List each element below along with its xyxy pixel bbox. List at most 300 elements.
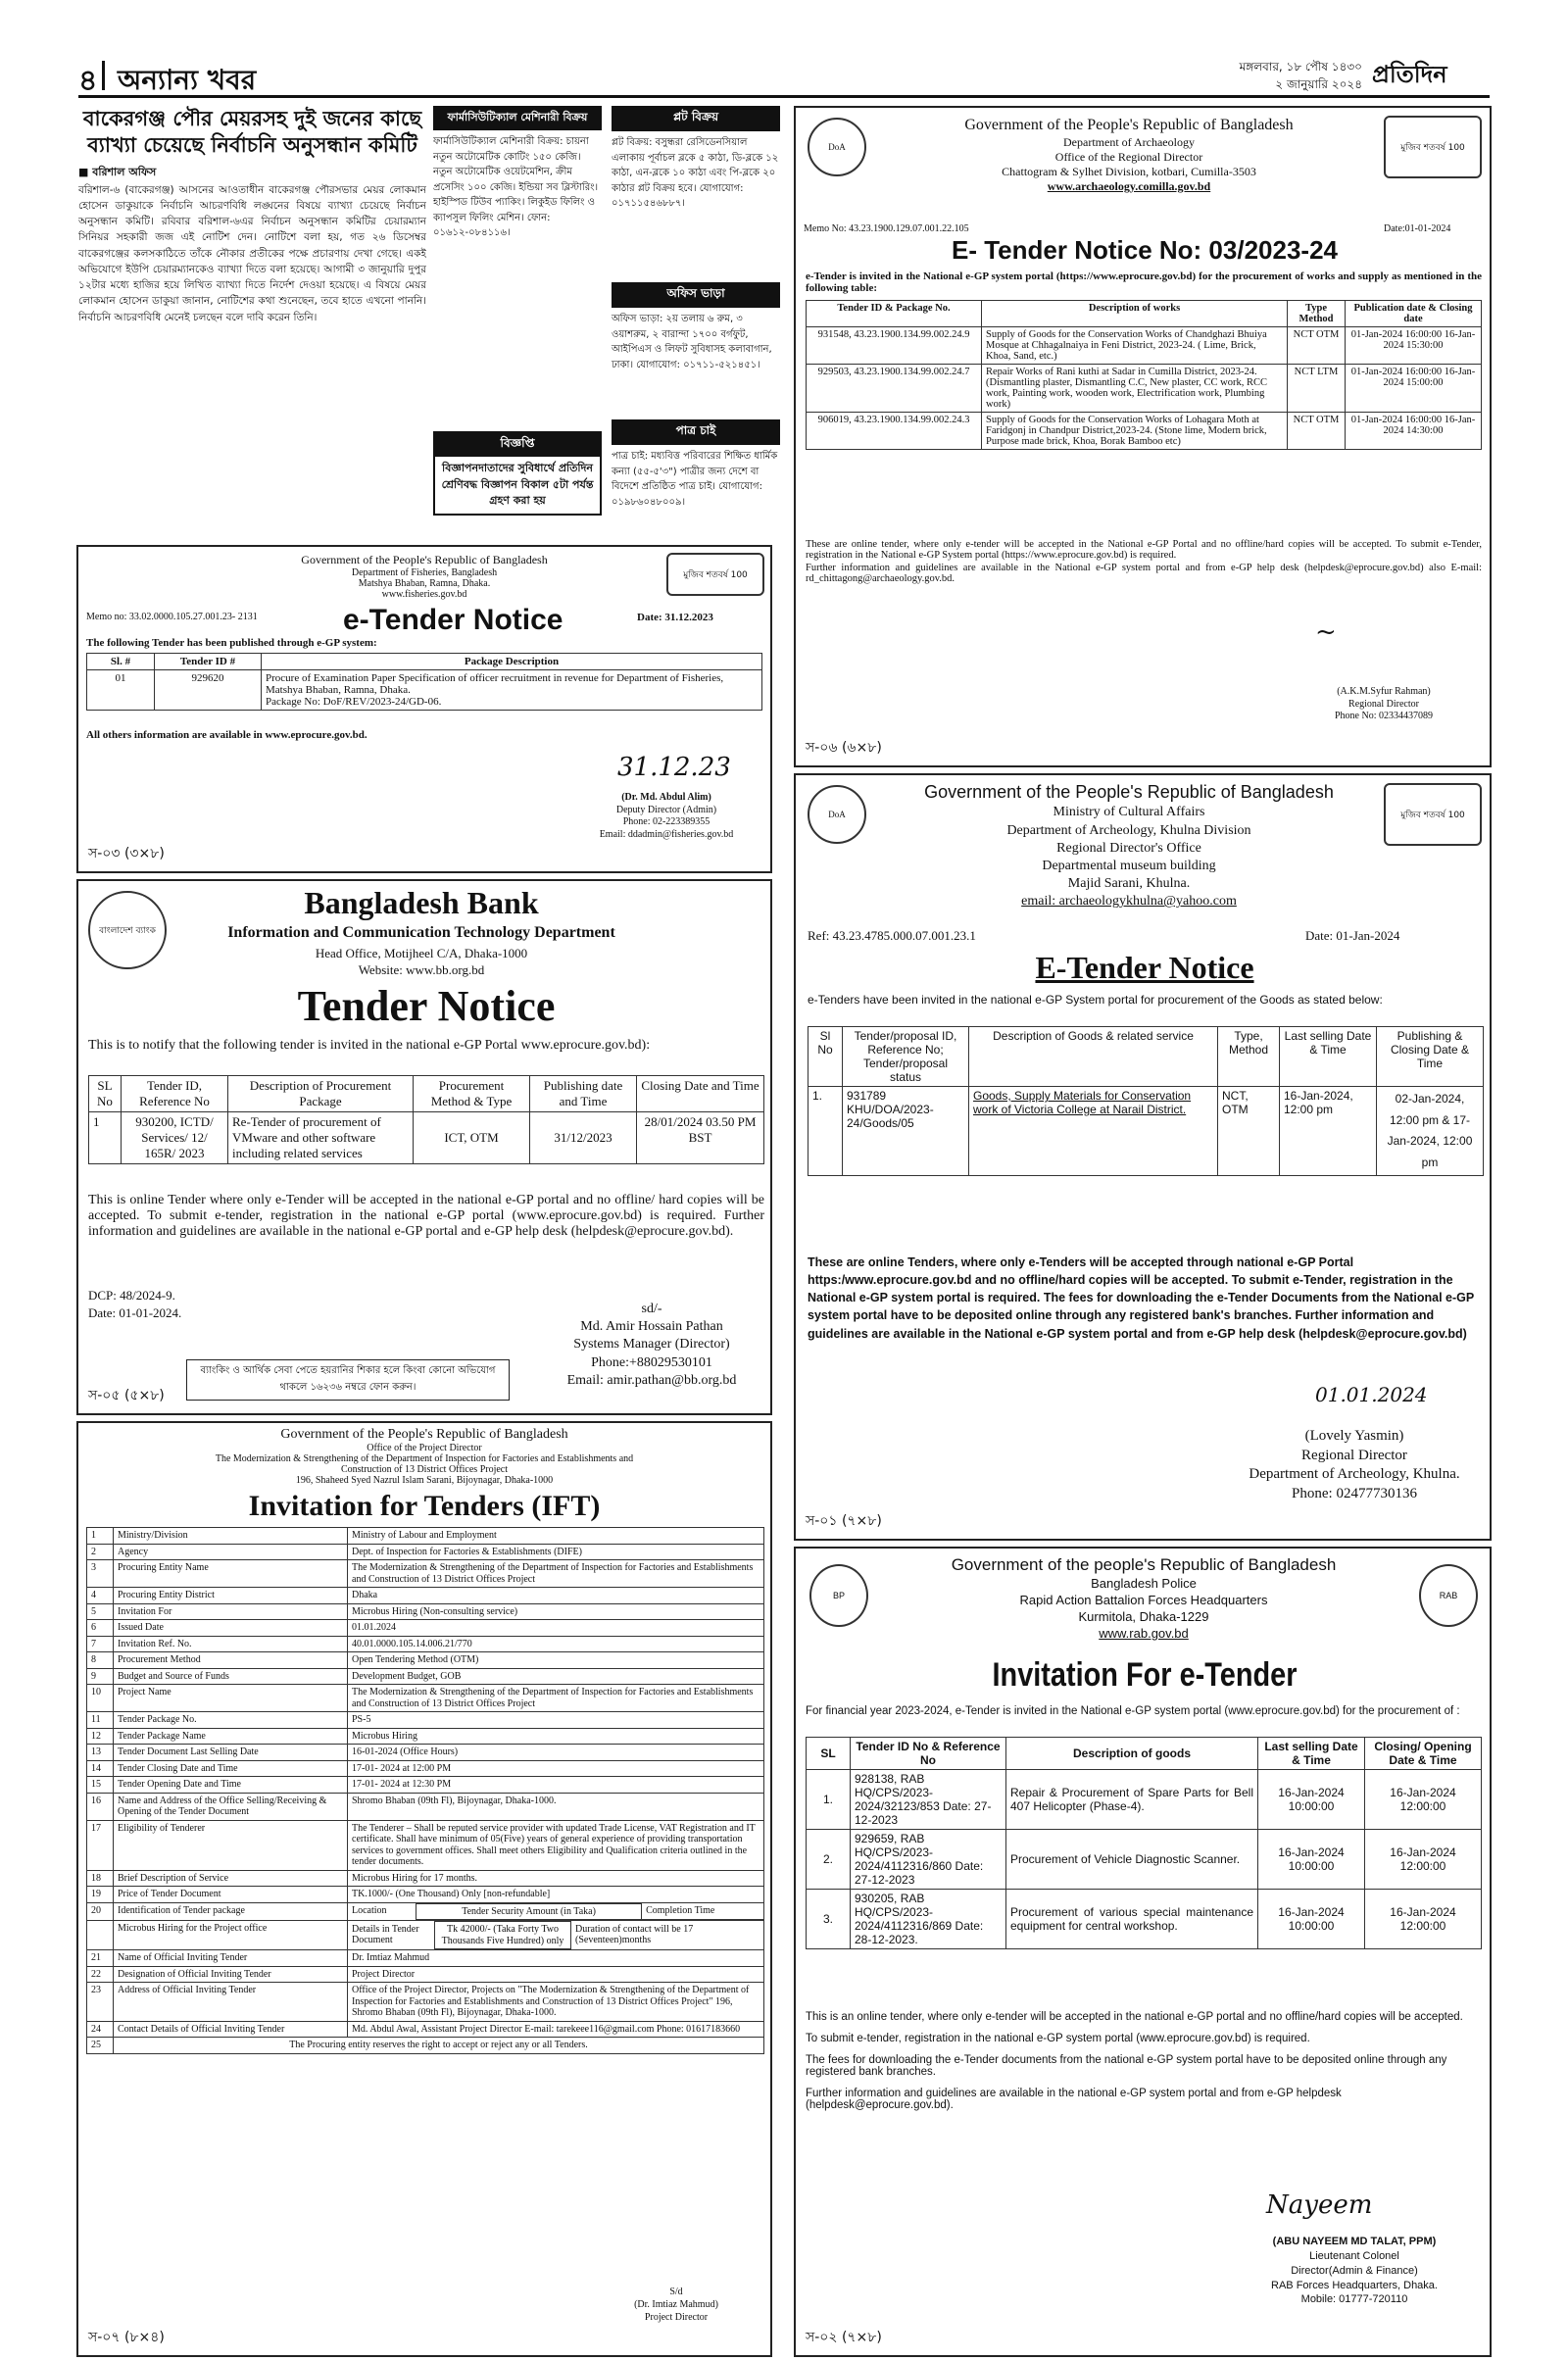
tender-table <box>806 300 1482 450</box>
ad-dept: Department of Fisheries, Bangladesh <box>351 567 498 578</box>
col-header: Closing Date and Time <box>637 1076 764 1112</box>
signer-title: Deputy Director (Admin) <box>615 804 717 815</box>
sd: S/d <box>669 2287 683 2297</box>
ad-title: Tender Notice <box>297 982 556 1030</box>
row-label: Tender Document Last Selling Date <box>114 1745 348 1761</box>
row-value: Shromo Bhaban (09th Fl), Bijoynagar, Dhaka-1000. <box>348 1793 764 1820</box>
tender-table <box>808 1026 1484 1176</box>
col-header: Tender ID, Reference No <box>122 1076 228 1112</box>
ad-hq: Rapid Action Battalion Forces Headquarters <box>1019 1592 1268 1607</box>
signer-name: (Dr. Md. Abdul Alim) <box>621 792 711 803</box>
memo-number: Memo No: 43.23.1900.129.07.001.22.105 <box>804 223 969 234</box>
row-value: 17-01- 2024 at 12:00 PM <box>348 1760 764 1777</box>
row-label: Ministry/Division <box>114 1528 348 1545</box>
package-subtable <box>348 1903 763 1921</box>
cell: 906019, 43.23.1900.134.99.002.24.3 <box>807 413 982 450</box>
table-row <box>808 1087 1484 1176</box>
ad-archaeology-khulna <box>794 773 1492 1541</box>
row-label: Procuring Entity Name <box>114 1560 348 1588</box>
signer-block <box>539 1301 764 1390</box>
ad-website: www.rab.gov.bd <box>1099 1625 1189 1641</box>
row-label: Eligibility of Tenderer <box>114 1820 348 1870</box>
col-header: Package Description <box>262 654 762 670</box>
org-website: Website: www.bb.org.bd <box>358 962 485 977</box>
signature: 31.12.23 <box>617 753 731 782</box>
row-label: Procurement Method <box>114 1652 348 1669</box>
row-no: 14 <box>87 1760 114 1777</box>
row-label: Contact Details of Official Inviting Tender <box>114 2021 348 2038</box>
col-header: Publication date & Closing date <box>1346 301 1482 327</box>
table-row <box>807 1890 1482 1949</box>
signer-title: Regional Director <box>1348 698 1419 710</box>
ad-building: Departmental museum building <box>1042 858 1216 873</box>
ad-header <box>874 116 1384 194</box>
news-article <box>78 106 426 539</box>
ad-paragraph: These are online tender, where only e-tender will be accepted in the National e-GP Portal and no offline/hard copies will be accepted. To submit e-Tender, registration in the National e-GP System portal (https://www.eprocure.gov.bd) is required. <box>806 539 1482 561</box>
header-divider <box>102 61 105 90</box>
table-row <box>87 1685 764 1712</box>
row-label: Price of Tender Document <box>114 1887 348 1903</box>
cell: 16-Jan-2024 12:00:00 <box>1365 1890 1482 1949</box>
signer-name: (Lovely Yasmin) <box>1304 1428 1404 1444</box>
cell: 01 <box>87 670 155 711</box>
row-value: The Modernization & Strengthening of the Department of Inspection for Factories and Establishments and Construction of 13 District Offices Project <box>348 1685 764 1712</box>
mujib-logo: মুজিব শতবর্ষ 100 <box>1384 783 1482 846</box>
cell: 930200, ICTD/ Services/ 12/ 165R/ 2023 <box>122 1112 228 1164</box>
section-title: অন্যান্য খবর <box>118 64 257 96</box>
ad-code: স-০৫ (৫×৮) <box>88 1388 165 1403</box>
ad-gov-line: Government of the People's Republic of Bangladesh <box>280 1427 568 1442</box>
ad-title: E- Tender Notice No: 03/2023-24 <box>952 235 1338 265</box>
signer-block <box>1227 1427 1482 1503</box>
table-row <box>807 1830 1482 1890</box>
row-value: Office of the Project Director, Projects on "The Modernization & Strengthening of the Department of Inspection for Factories and Establishments and Construction of 13 District Offices Project" 196, Shromo Bhaban (09th Fl), Bijoynagar, Dhaka-1000. <box>348 1983 764 2022</box>
archaeology-logo: DoA <box>808 118 866 176</box>
ad-fisheries-tender <box>76 545 772 873</box>
row-no: 15 <box>87 1777 114 1794</box>
sub-header: Location <box>352 1905 387 1916</box>
cell: 16-Jan-2024 10:00:00 <box>1258 1770 1365 1830</box>
signer-title: Systems Manager (Director) <box>573 1337 730 1353</box>
classified-matrimonial <box>612 419 780 510</box>
ad-code: স-০৬ (৬×৮) <box>806 740 882 756</box>
row-value: Development Budget, GOB <box>348 1668 764 1685</box>
col-header: Tender ID & Package No. <box>807 301 982 327</box>
ad-street: Majid Sarani, Khulna. <box>1067 876 1191 892</box>
col-header: Sl. # <box>87 654 155 670</box>
dcp-number: DCP: 48/2024-9. <box>88 1288 175 1303</box>
row-value: PS-5 <box>348 1712 764 1729</box>
ad-intro: For financial year 2023-2024, e-Tender is invited in the National e-GP system portal (www.eprocure.gov.bd) for the procurement of : <box>806 1705 1460 1717</box>
ad-title: Invitation For e-Tender <box>992 1656 1298 1694</box>
bigyapti-body: বিজ্ঞাপনদাতাদের সুবিধার্থে প্রতিদিন শ্রেণিবদ্ধ বিজ্ঞাপন বিকাল ৫টা পর্যন্ত গ্রহণ করা হয় <box>441 462 594 507</box>
classified-body: প্লট বিক্রয়: বসুন্ধরা রেসিডেনসিয়াল এলাকায় পূর্বাচল ব্লকে ৫ কাঠা, ডি-ব্লকে ১২ কাঠা, এন-ব্লকে ১০ কাঠা এবং পি-ব্লকে ২০ কাঠার প্লট বিক্রয় হবে। যোগাযোগ: ০১৭১১৫৪৬৮৮৭। <box>612 137 779 209</box>
col-header: Type, Method <box>1218 1027 1280 1087</box>
table-row <box>87 1777 764 1794</box>
row-value: 01.01.2024 <box>348 1620 764 1637</box>
row-label: Tender Opening Date and Time <box>114 1777 348 1794</box>
police-logo-right: RAB <box>1419 1564 1478 1627</box>
tender-table <box>88 1075 764 1164</box>
ad-date: Date: 01-Jan-2024 <box>1305 928 1400 943</box>
classified-title: প্লট বিক্রয় <box>612 106 780 131</box>
cell: 16-Jan-2024 12:00:00 <box>1365 1830 1482 1890</box>
signer-name: Md. Amir Hossain Pathan <box>580 1319 723 1335</box>
ad-gov-line: Government of the People's Republic of Bangladesh <box>924 782 1334 802</box>
ad-gov-line: Government of the People's Republic of Bangladesh <box>301 553 548 566</box>
cell: Procurement of various special maintenance equipment for central workshop. <box>1006 1890 1258 1949</box>
signature: 01.01.2024 <box>1315 1383 1428 1406</box>
news-headline: বাকেরগঞ্জ পৌর মেয়রসহ দুই জনের কাছে ব্যাখ্যা চেয়েছে নির্বাচনি অনুসন্ধান কমিটি <box>82 107 422 158</box>
ad-address: Kurmitola, Dhaka-1229 <box>1078 1608 1209 1624</box>
table-header <box>89 1076 764 1112</box>
col-header: SL No <box>89 1076 122 1112</box>
table-header <box>87 654 762 670</box>
sub-header: Completion Time <box>642 1903 763 1920</box>
newspaper-logo: প্রতিদিন <box>1372 61 1447 88</box>
mujib-logo: মুজিব শতবর্ষ 100 <box>1384 116 1482 178</box>
news-byline: ■ বরিশাল অফিস <box>78 165 157 178</box>
sd: sd/- <box>641 1302 662 1316</box>
ad-intro: This is to notify that the following tender is invited in the national e-GP Portal www.eprocure.gov.bd): <box>88 1038 651 1053</box>
col-header: Description of Procurement Package <box>228 1076 414 1112</box>
signer-org: RAB Forces Headquarters, Dhaka. <box>1271 2279 1438 2291</box>
classified-pharma <box>433 106 602 241</box>
row-label: Procuring Entity District <box>114 1588 348 1604</box>
signer-title: Project Director <box>644 2312 709 2323</box>
ad-paragraph: This is an online tender, where only e-tender will be accepted in the national e-GP portal and no offline/hard copies will be accepted. <box>806 2011 1463 2023</box>
ad-intro: e-Tenders have been invited in the national e-GP System portal for procurement of the Goods as stated below: <box>808 993 1383 1007</box>
row-value <box>348 1902 764 1921</box>
table-row <box>87 1902 764 1921</box>
row-value: Open Tendering Method (OTM) <box>348 1652 764 1669</box>
notice-bigyapti <box>433 431 602 516</box>
cell: 931548, 43.23.1900.134.99.002.24.9 <box>807 327 982 365</box>
table-row <box>87 1560 764 1588</box>
row-value: Dr. Imtiaz Mahmud <box>348 1950 764 1967</box>
ad-ministry: Ministry of Cultural Affairs <box>1053 805 1205 820</box>
table-row <box>87 1620 764 1637</box>
row-no: 2 <box>87 1544 114 1560</box>
row-no: 19 <box>87 1887 114 1903</box>
row-value: Microbus Hiring for 17 months. <box>348 1870 764 1887</box>
complaint-box: ব্যাংকিং ও আর্থিক সেবা পেতে হয়রানির শিকার হলে কিংবা কোনো অভিযোগ থাকলে ১৬২৩৬ নম্বরে ফোন করুন। <box>186 1359 510 1401</box>
ad-address: 196, Shaheed Syed Nazrul Islam Sarani, Bijoynagar, Dhaka-1000 <box>295 1475 554 1486</box>
signer-title: Regional Director <box>1301 1447 1407 1463</box>
row-no: 5 <box>87 1603 114 1620</box>
cell: Procurement of Vehicle Diagnostic Scanner. <box>1006 1830 1258 1890</box>
ad-email: email: archaeologykhulna@yahoo.com <box>1021 894 1237 910</box>
ad-header <box>874 781 1384 911</box>
signer-email: Email: amir.pathan@bb.org.bd <box>566 1372 737 1388</box>
package-desc: Procure of Examination Paper Specification of officer recruitment in revenue for Department of Fisheries, Matshya Bhaban, Ramna, Dhaka. <box>266 672 724 696</box>
row-no: 24 <box>87 2021 114 2038</box>
ad-dept: Department of Archeology, Khulna Division <box>1006 822 1251 838</box>
cell: 01-Jan-2024 16:00:00 16-Jan-2024 14:30:00 <box>1346 413 1482 450</box>
col-header: Type Method <box>1288 301 1346 327</box>
table-row <box>87 1887 764 1903</box>
row-no: 20 <box>87 1902 114 1921</box>
cell: 1. <box>807 1770 851 1830</box>
table-row <box>87 1712 764 1729</box>
ad-title: E-Tender Notice <box>1035 950 1254 985</box>
row-value: TK.1000/- (One Thousand) Only [non-refundable] <box>348 1887 764 1903</box>
cell: 1. <box>808 1087 843 1176</box>
table-row <box>87 1921 764 1950</box>
cell: NCT OTM <box>1288 327 1346 365</box>
page-header <box>78 57 1490 98</box>
ad-dept: Department of Archaeology <box>1063 135 1195 149</box>
row-label: Budget and Source of Funds <box>114 1668 348 1685</box>
col-header: Tender ID # <box>155 654 262 670</box>
table-row <box>87 1870 764 1887</box>
signer-dept: Department of Archeology, Khulna. <box>1249 1466 1460 1482</box>
row-label: Identification of Tender package <box>114 1902 348 1921</box>
row-label: Issued Date <box>114 1620 348 1637</box>
signer-phone: Phone:+88029530101 <box>591 1354 712 1370</box>
org-dept: Information and Communication Technology Department <box>227 924 615 941</box>
row-no: 7 <box>87 1636 114 1652</box>
col-header: Description of Goods & related service <box>969 1027 1218 1087</box>
row-value: Dept. of Inspection for Factories & Establishments (DIFE) <box>348 1544 764 1560</box>
signature: ~ <box>1315 617 1337 647</box>
row-no: 3 <box>87 1560 114 1588</box>
table-row <box>87 1983 764 2022</box>
ad-bangladesh-bank <box>76 879 772 1415</box>
ad-paragraph: Further information and guidelines are available in the National e-GP system portal and from e-GP help desk (helpdesk@eprocure.gov.bd) also E-mail: rd_chittagong@archaeology.gov.bd. <box>806 563 1482 584</box>
cell: Supply of Goods for the Conservation Works of Lohagara Moth at Faridgonj in Chandpur District,2023-24. (Stone lime, Modern brick, Purpose made brick, Khoa, Borak Bamboo etc) <box>982 413 1288 450</box>
mujib-logo: মুজিব শতবর্ষ 100 <box>666 553 764 596</box>
col-header: Procurement Method & Type <box>414 1076 530 1112</box>
col-header: Description of goods <box>1006 1738 1258 1770</box>
row-no: 18 <box>87 1870 114 1887</box>
ad-code: স-০২ (৭×৮) <box>806 2330 882 2345</box>
row-no: 1 <box>87 1528 114 1545</box>
signer-name: (Dr. Imtiaz Mahmud) <box>634 2299 718 2310</box>
cell: 16-Jan-2024 12:00:00 <box>1365 1770 1482 1830</box>
row-no: 23 <box>87 1983 114 2022</box>
classified-body: ফার্মাসিউটিক্যাল মেশিনারী বিক্রয়: চায়না নতুন অটোমেটিক কোটিং ১৫০ কেজি। নতুন অটোমেটিক ওয়েটমেশিন, ক্রীম প্রসেসিং ১০০ কেজি। ইন্ডিয়া সব ব্লিস্টারিং। হাইস্পিড টিউব প্যাকিং। লিকুইড ফিলিং ও ক্যাপসুল ফিলিং মেশিন। ফোন: ০১৬১২-০৮৪১১৬। <box>433 136 599 238</box>
cell: 16-Jan-2024, 12:00 pm <box>1280 1087 1377 1176</box>
table-row <box>807 365 1482 413</box>
cell: 3. <box>807 1890 851 1949</box>
col-header: Publishing date and Time <box>530 1076 637 1112</box>
cell: 01-Jan-2024 16:00:00 16-Jan-2024 15:30:00 <box>1346 327 1482 365</box>
cell: Re-Tender of procurement of VMware and other software including related services <box>228 1112 414 1164</box>
cell: 28/01/2024 03.50 PM BST <box>637 1112 764 1164</box>
archaeology-logo: DoA <box>808 785 866 844</box>
cell: 929620 <box>155 670 262 711</box>
sub-cell: Tk 42000/- (Taka Forty Two Thousands Five Hundred) only <box>435 1922 571 1949</box>
col-header: Last selling Date & Time <box>1258 1738 1365 1770</box>
row-value: 17-01- 2024 at 12:30 PM <box>348 1777 764 1794</box>
signer-mobile: Mobile: 01777-720110 <box>1300 2293 1408 2306</box>
row-value: Dhaka <box>348 1588 764 1604</box>
ad-police: Bangladesh Police <box>1091 1576 1197 1592</box>
classified-body: অফিস ভাড়া: ২য় তলায় ৬ রুম, ৩ ওয়াশরুম, ২ বারান্দা ১৭০০ বর্গফুট, আইপিএস ও লিফট সুবিধাসহ কলাবাগান, ঢাকা। যোগাযোগ: ০১৭১১-৫২১৪৫১। <box>612 314 772 370</box>
ad-date: Date:01-01-2024 <box>1384 223 1451 234</box>
ad-office: Office of the Regional Director <box>1054 150 1203 164</box>
row-label: Name and Address of the Office Selling/Receiving & Opening of the Tender Document <box>114 1793 348 1820</box>
cell: 2. <box>807 1830 851 1890</box>
ad-paragraph: These are online Tenders, where only e-Tenders will be accepted through national e-GP Portal https:/www.eprocure.gov.bd and no offline/hard copies will be accepted. To submit e-Tender, registration in the National e-GP system portal is required. The fees for downloading the e-Tender Documents from the National e-GP system portal have to be deposited online through any registered bank's branches. Further information and guidelines are available in the National e-GP system portal and from e-GP help desk (helpdesk@eprocure.gov.bd) <box>808 1255 1474 1341</box>
row-no: 8 <box>87 1652 114 1669</box>
table-row <box>87 1760 764 1777</box>
ad-website: www.archaeology.comilla.gov.bd <box>1047 179 1211 193</box>
sub-header: Tender Security Amount (in Taka) <box>416 1903 642 1920</box>
table-row <box>89 1112 764 1164</box>
table-row <box>87 2038 764 2054</box>
cell: 16-Jan-2024 10:00:00 <box>1258 1890 1365 1949</box>
ad-paragraph: The fees for downloading the e-Tender documents from the national e-GP system portal have to be deposited online through any registered bank branches. <box>806 2054 1447 2078</box>
package-name: Microbus Hiring for the Project office <box>114 1921 348 1950</box>
row-no: 21 <box>87 1950 114 1967</box>
cell: 929659, RAB HQ/CPS/2023-2024/4112316/860 Date: 27-12-2023 <box>851 1830 1006 1890</box>
table-header <box>807 301 1482 327</box>
table-row <box>87 1652 764 1669</box>
row-no: 10 <box>87 1685 114 1712</box>
table-row <box>87 1636 764 1652</box>
row-label: Name of Official Inviting Tender <box>114 1950 348 1967</box>
row-value: 40.01.0000.105.14.006.21/770 <box>348 1636 764 1652</box>
cell: 930205, RAB HQ/CPS/2023-2024/4112316/869 Date: 28-12-2023. <box>851 1890 1006 1949</box>
package-subtable <box>348 1921 763 1949</box>
table-row <box>87 1820 764 1870</box>
row-label: Tender Package Name <box>114 1728 348 1745</box>
cell: 02-Jan-2024, 12:00 pm & 17-Jan-2024, 12:00 pm <box>1377 1087 1484 1176</box>
ad-date: Date: 31.12.2023 <box>637 612 713 623</box>
row-label: Tender Package No. <box>114 1712 348 1729</box>
row-label: Tender Closing Date and Time <box>114 1760 348 1777</box>
ad-office: Office of the Project Director <box>367 1443 482 1453</box>
ad-code: স-০১ (৭×৮) <box>806 1513 882 1529</box>
ad-dife-ift <box>76 1421 772 2357</box>
classified-title: ফার্মাসিউটিক্যাল মেশিনারী বিক্রয় <box>433 106 602 130</box>
cell <box>262 670 762 711</box>
ad-paragraphs <box>806 537 1482 586</box>
col-header: Last selling Date & Time <box>1280 1027 1377 1087</box>
col-header: Description of works <box>982 301 1288 327</box>
row-no: 4 <box>87 1588 114 1604</box>
cell: NCT, OTM <box>1218 1087 1280 1176</box>
date-english: ২ জানুয়ারি ২০২৪ <box>1275 77 1362 91</box>
table-row <box>87 1966 764 1983</box>
row-label: Project Name <box>114 1685 348 1712</box>
cell: 929503, 43.23.1900.134.99.002.24.7 <box>807 365 982 413</box>
signature: Nayeem <box>1266 2190 1373 2220</box>
ad-paragraphs <box>806 2009 1482 2113</box>
date-bangla: মঙ্গলবার, ১৮ পৌষ ১৪৩০ <box>1239 60 1362 74</box>
signer-phone: Phone: 02-223389355 <box>622 816 710 827</box>
table-row <box>87 1950 764 1967</box>
ad-header <box>874 1554 1413 1643</box>
signer-phone: Phone: 02477730136 <box>1292 1485 1417 1501</box>
signer-block <box>568 792 764 841</box>
row-no: 25 <box>87 2038 114 2054</box>
signer-name: (ABU NAYEEM MD TALAT, PPM) <box>1272 2236 1437 2247</box>
ad-paragraph: This is online Tender where only e-Tender will be accepted in the national e-GP portal and no offline/ hard copies will be accepted. To submit e-tender, registration in the national e-GP portal (www.eprocure.gov.bd) is required. Further information and guidelines are available in the national e-GP portal and e-GP help desk (helpdesk@eprocure.gov.bd). <box>88 1193 764 1239</box>
row-label: Invitation For <box>114 1603 348 1620</box>
ad-address: Matshya Bhaban, Ramna, Dhaka. <box>358 578 491 589</box>
ift-table <box>86 1527 764 2054</box>
cell: 928138, RAB HQ/CPS/2023-2024/32123/853 Date: 27-12-2023 <box>851 1770 1006 1830</box>
sub-cell: Details in Tender Document <box>352 1923 419 1945</box>
tender-table <box>806 1737 1482 1949</box>
package-no: Package No: DoF/REV/2023-24/GD-06. <box>266 696 442 708</box>
cell: Goods, Supply Materials for Conservation work of Victoria College at Narail District. <box>969 1087 1218 1176</box>
ad-gov-line: Government of the people's Republic of Bangladesh <box>951 1555 1337 1574</box>
row-value: Microbus Hiring <box>348 1728 764 1745</box>
row-value <box>348 1921 764 1950</box>
table-row <box>807 327 1482 365</box>
row-label: Brief Description of Service <box>114 1870 348 1887</box>
row-no: 12 <box>87 1728 114 1745</box>
table-row <box>807 1770 1482 1830</box>
ad-office: Regional Director's Office <box>1056 840 1201 856</box>
col-header: Publishing & Closing Date & Time <box>1377 1027 1484 1087</box>
signer-name: (A.K.M.Syfur Rahman) <box>1337 686 1431 697</box>
table-row <box>87 1793 764 1820</box>
row-no: 6 <box>87 1620 114 1637</box>
tender-table <box>86 653 762 711</box>
cell: 1 <box>89 1112 122 1164</box>
news-body: বরিশাল-৬ (বাকেরগঞ্জ) আসনের আওতাধীন বাকেরগঞ্জ পৌরসভার মেয়র লোকমান হোসেন ডাকুয়াকে নির্বাচনি আচরণবিধি লঙ্ঘনের বিষয়ে ব্যাখ্যা চেয়েছে নির্বাচন অনুসন্ধান কমিটি। রবিবার বরিশাল-৬এর নির্বাচন অনুসন্ধান কমিটির চেয়ারম্যান সিনিয়র সহকারী জজ এই নোটিশ দেন। নোটিশে বলা হয়, গত ২৬ ডিসেম্বর বাকেরগঞ্জের কলসকাঠিতে তাঁকে নৌকার প্রতীকের পক্ষে প্রচারণায় দেখা গেছে। একই অভিযোগে ইউপি চেয়ারম্যানকেও ব্যাখ্যা দিতে বলা হয়েছে। আগামী ৩ জানুয়ারি দুপুর ১২টার মধ্যে হাজির হয়ে লিখিত ব্যাখ্যা দিতে নির্দেশ দেওয়া হয়েছে। এ বিষয়ে মেয়র লোকমান হোসেন ডাকুয়া জানান, নোটিশের কথা শুনেছেন, তবে হাতে এখনো পাননি। নির্বাচনি আচরণবিধি মেনেই চলছেন বলে দাবি করেন তিনি। <box>78 183 426 323</box>
ad-code: স-০৭ (৮×৪) <box>88 2330 165 2345</box>
classified-title: অফিস ভাড়া <box>612 282 780 308</box>
signer-block <box>588 2286 764 2324</box>
row-label: Invitation Ref. No. <box>114 1636 348 1652</box>
ad-intro: e-Tender is invited in the National e-GP system portal (https://www.eprocure.gov.bd) for the procurement of works and supply as mentioned in the following table: <box>806 271 1482 294</box>
ad-archaeology-cumilla <box>794 106 1492 767</box>
row-label: Agency <box>114 1544 348 1560</box>
table-row <box>87 670 762 711</box>
cell: NCT OTM <box>1288 413 1346 450</box>
ref-number: Ref: 43.23.4785.000.07.001.23.1 <box>808 928 976 943</box>
ad-code: স-০৩ (৩×৮) <box>88 846 165 861</box>
ad-title: e-Tender Notice <box>343 604 564 636</box>
signer-email: Email: ddadmin@fisheries.gov.bd <box>599 828 734 840</box>
classified-plot <box>612 106 780 212</box>
row-value: Microbus Hiring (Non-consulting service) <box>348 1603 764 1620</box>
table-row <box>87 1528 764 1545</box>
col-header: Closing/ Opening Date & Time <box>1365 1738 1482 1770</box>
row-no: 17 <box>87 1820 114 1870</box>
ad-title: Invitation for Tenders (IFT) <box>248 1490 601 1522</box>
ad-paragraph: To submit e-tender, registration in the national e-GP system portal (www.eprocure.gov.bd) is required. <box>806 2033 1310 2044</box>
cell: ICT, OTM <box>414 1112 530 1164</box>
table-row <box>87 1728 764 1745</box>
classified-body: পাত্র চাই: মধ্যবিত্ত পরিবারের শিক্ষিত ধার্মিক কন্যা (৫৫-৫'৩") পাত্রীর জন্য দেশে বা বিদেশে প্রতিষ্ঠিত পাত্র চাই। যোগাযোগ: ০১৯৮৬০৪৮০০৯। <box>612 451 778 508</box>
row-value: Md. Abdul Awal, Assistant Project Director E-mail: tarekeee116@gmail.com Phone: 01617183660 <box>348 2021 764 2038</box>
ad-website: www.fisheries.gov.bd <box>381 589 467 600</box>
signer-title: Director(Admin & Finance) <box>1291 2264 1418 2277</box>
row-no: 9 <box>87 1668 114 1685</box>
bangladesh-bank-logo: বাংলাদেশ ব্যাংক <box>88 891 167 969</box>
col-header: Tender ID No & Reference No <box>851 1738 1006 1770</box>
table-header <box>808 1027 1484 1087</box>
police-logo-left: BP <box>809 1564 868 1627</box>
signer-block <box>1227 2235 1482 2307</box>
cell: 31/12/2023 <box>530 1112 637 1164</box>
ad-intro: The following Tender has been published through e-GP system: <box>86 637 377 649</box>
table-row <box>807 413 1482 450</box>
classified-office-rent <box>612 282 780 372</box>
row-value: The Procuring entity reserves the right to accept or reject any or all Tenders. <box>114 2038 764 2054</box>
signer-phone: Phone No: 02334437089 <box>1335 711 1433 721</box>
ad-gov-line: Government of the People's Republic of Bangladesh <box>964 117 1294 133</box>
classifieds <box>433 106 781 539</box>
row-no: 11 <box>87 1712 114 1729</box>
